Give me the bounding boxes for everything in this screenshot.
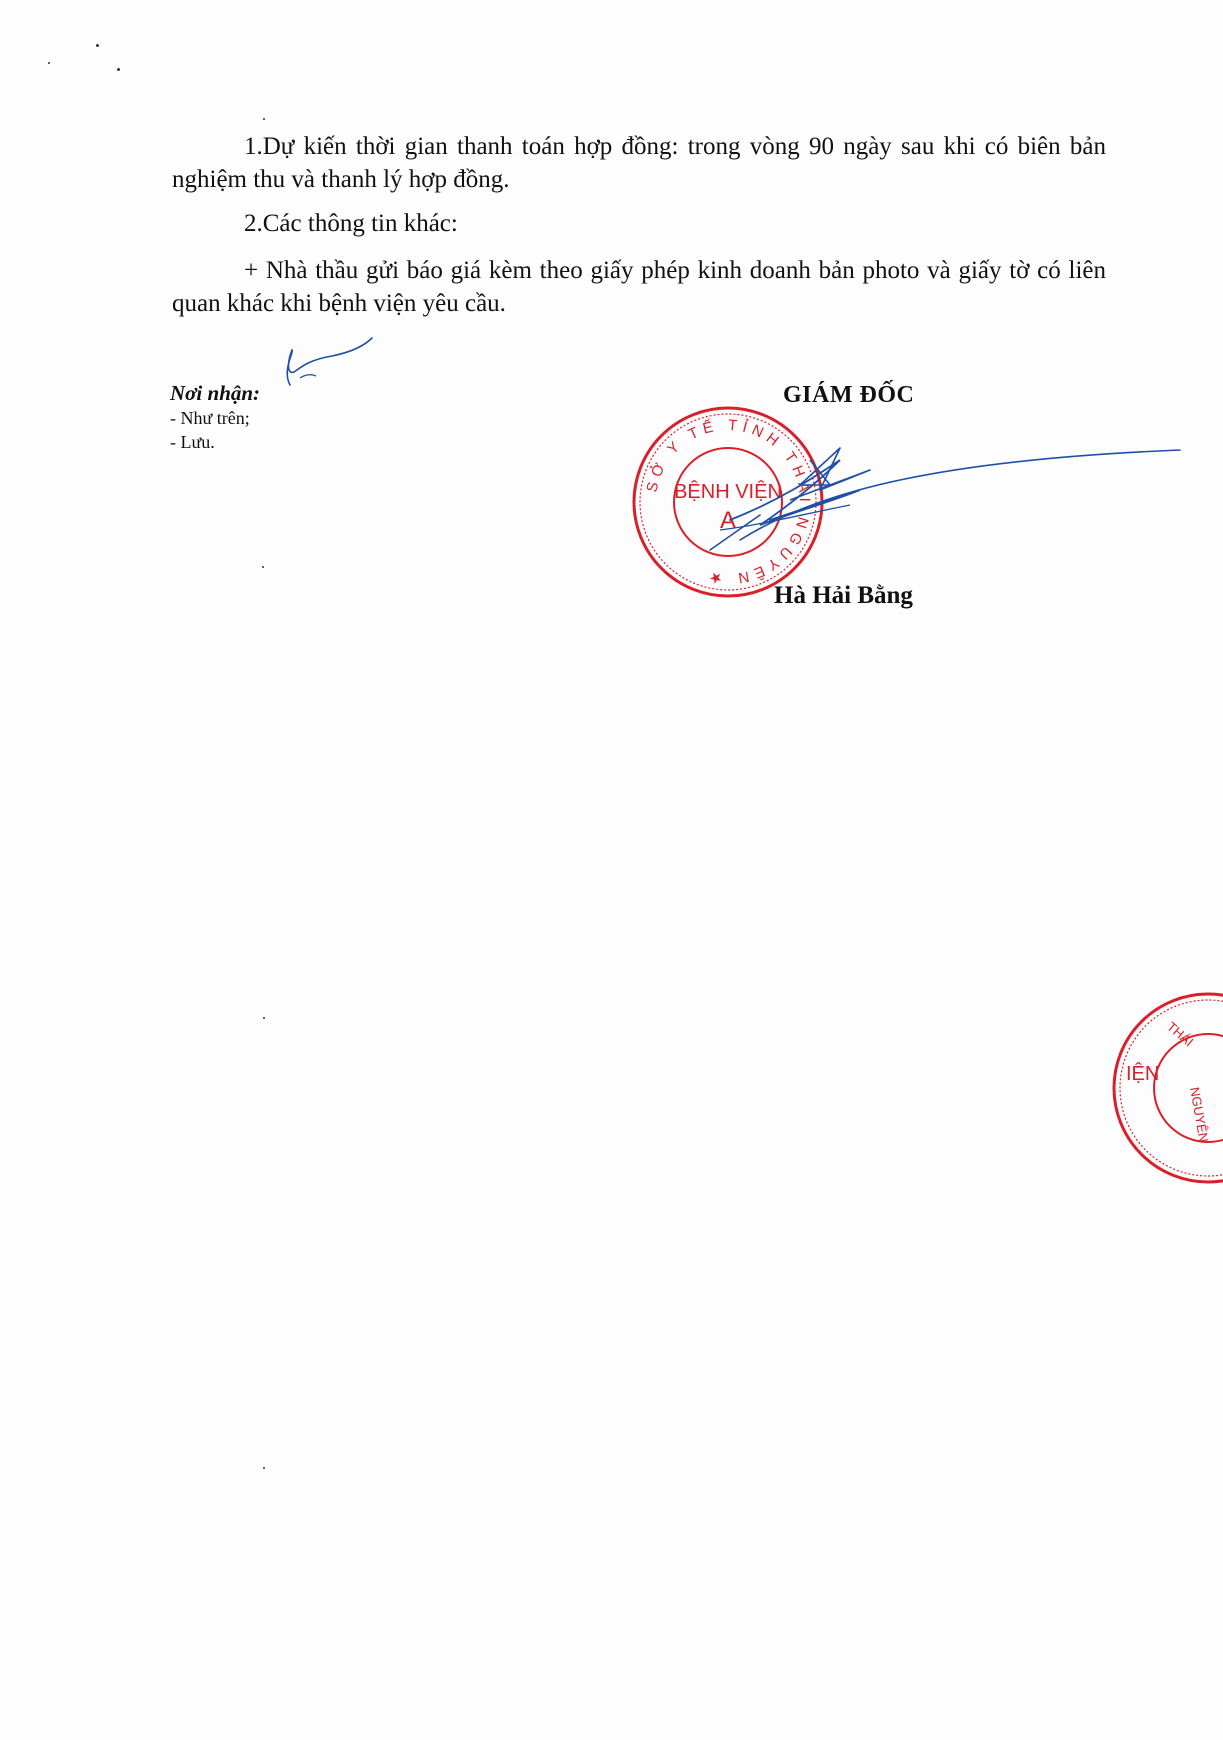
initial-mark: [280, 330, 380, 400]
director-signature: [700, 430, 1190, 570]
svg-text:A: A: [719, 507, 737, 534]
scan-speck: [263, 1017, 265, 1019]
other-info-heading: 2.Các thông tin khác:: [244, 210, 458, 237]
svg-text:NGUYÊN: NGUYÊN: [1187, 1085, 1212, 1144]
recipient-item: - Lưu.: [170, 432, 215, 452]
signer-title: GIÁM ĐỐC: [783, 382, 915, 408]
recipients-heading: Nơi nhận:: [170, 381, 261, 405]
svg-text:THÁI: THÁI: [1164, 1018, 1197, 1050]
svg-text:BỆNH VIỆN: BỆNH VIỆN: [674, 481, 782, 503]
recipient-item: - Như trên;: [170, 408, 250, 428]
other-info-paragraph: + Nhà thầu gửi báo giá kèm theo giấy phép kinh doanh bản photo và giấy tờ có liên quan khác khi bệnh viện yêu cầu.: [172, 257, 1106, 317]
payment-term-paragraph: 1.Dự kiến thời gian thanh toán hợp đồng: trong vòng 90 ngày sau khi có biên bản nghiệm thu và thanh lý hợp đồng.: [172, 133, 1106, 193]
scan-speck: [262, 566, 264, 568]
svg-text:IỆN: IỆN: [1126, 1063, 1160, 1085]
scan-speck: [96, 44, 99, 47]
svg-text:SỞ Y TẾ TỈNH THÁI NGUYÊN ★: SỞ Y TẾ TỈNH THÁI NGUYÊN ★: [643, 416, 814, 588]
scan-speck: [263, 1467, 265, 1469]
recipients-block: [170, 380, 260, 454]
signer-name: Hà Hải Bằng: [774, 582, 913, 609]
scan-speck: [48, 62, 50, 64]
scan-speck: [117, 68, 120, 71]
scan-speck: [263, 118, 265, 120]
partial-stamp: [1108, 988, 1223, 1188]
